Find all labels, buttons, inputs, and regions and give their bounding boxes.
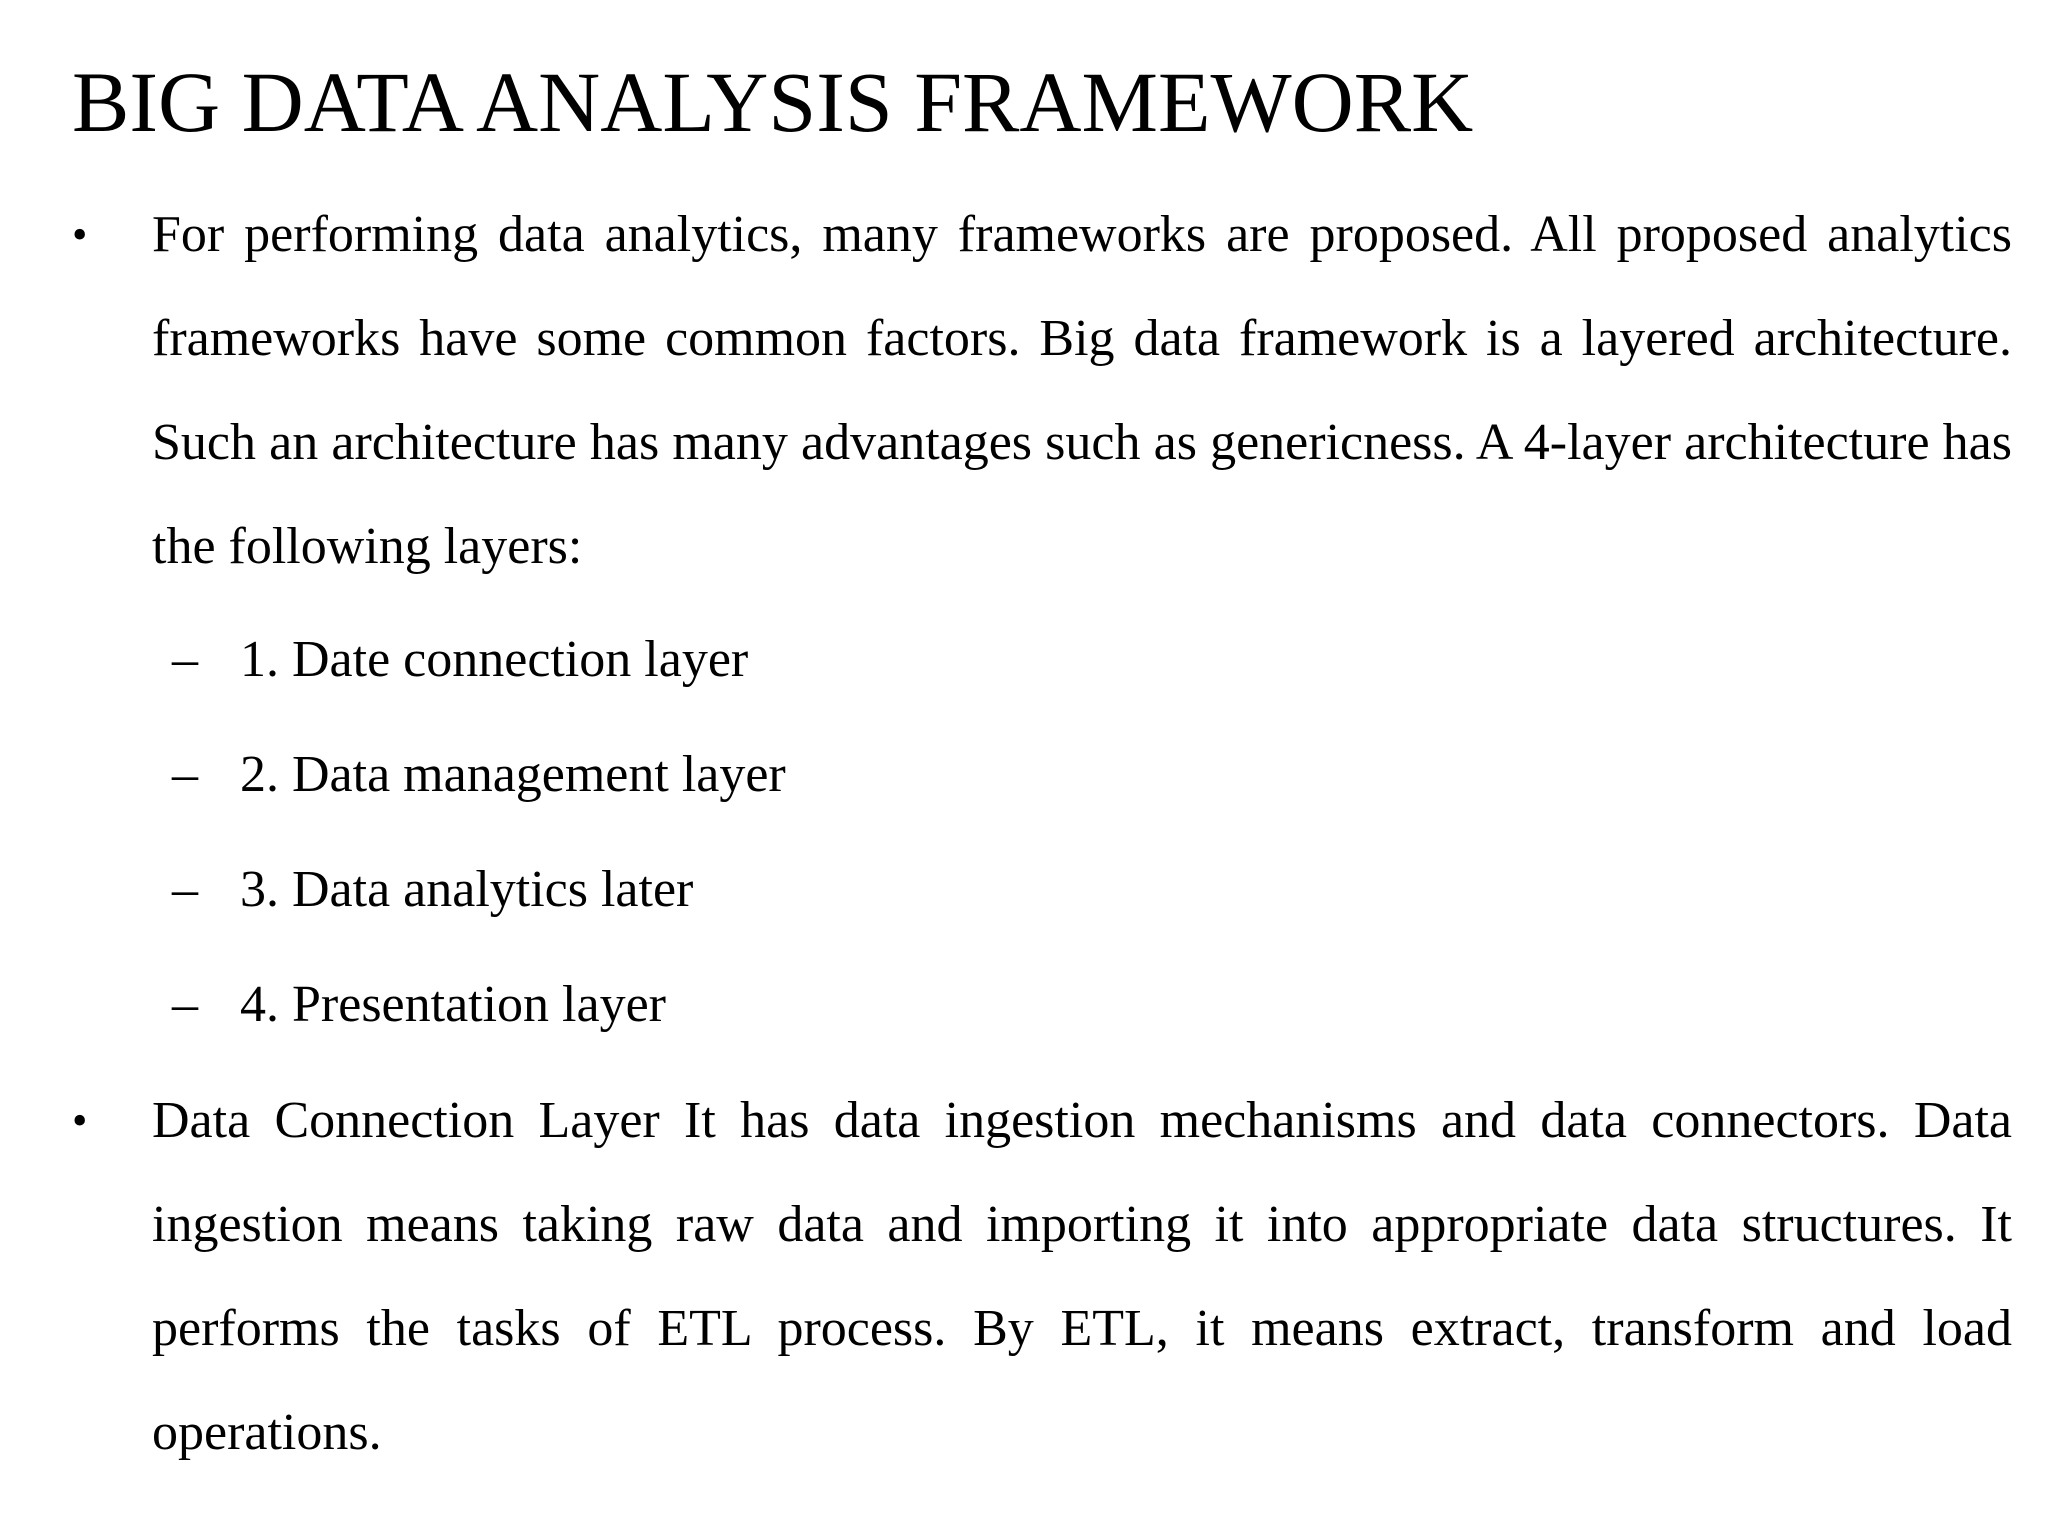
bullet-text: For performing data analytics, many frameworks are proposed. All proposed analytics frameworks have some common factors. Big data framework is a layered architecture. Such an architecture has many advantages such as genericness. A 4-layer architecture has the following layers: xyxy=(152,206,2012,575)
dash-marker: – xyxy=(172,631,198,688)
bullet-marker: • xyxy=(72,210,88,259)
sub-list-text: 4. Presentation layer xyxy=(240,976,666,1033)
bullet-text: Data Connection Layer It has data ingestion mechanisms and data connectors. Data ingestion means taking raw data and importing it into appropriate data structures. It performs the tasks of ETL process. By ETL, it means extract, transform and load operations. xyxy=(152,1092,2012,1461)
sub-list-text: 3. Data analytics later xyxy=(240,861,694,918)
dash-marker: – xyxy=(172,746,198,803)
dash-marker: – xyxy=(172,861,198,918)
bullet-marker: • xyxy=(72,1096,88,1145)
slide-title: BIG DATA ANALYSIS FRAMEWORK xyxy=(72,54,1474,150)
sub-list-text: 2. Data management layer xyxy=(240,746,786,803)
dash-marker: – xyxy=(172,976,198,1033)
sub-list-text: 1. Date connection layer xyxy=(240,631,749,688)
